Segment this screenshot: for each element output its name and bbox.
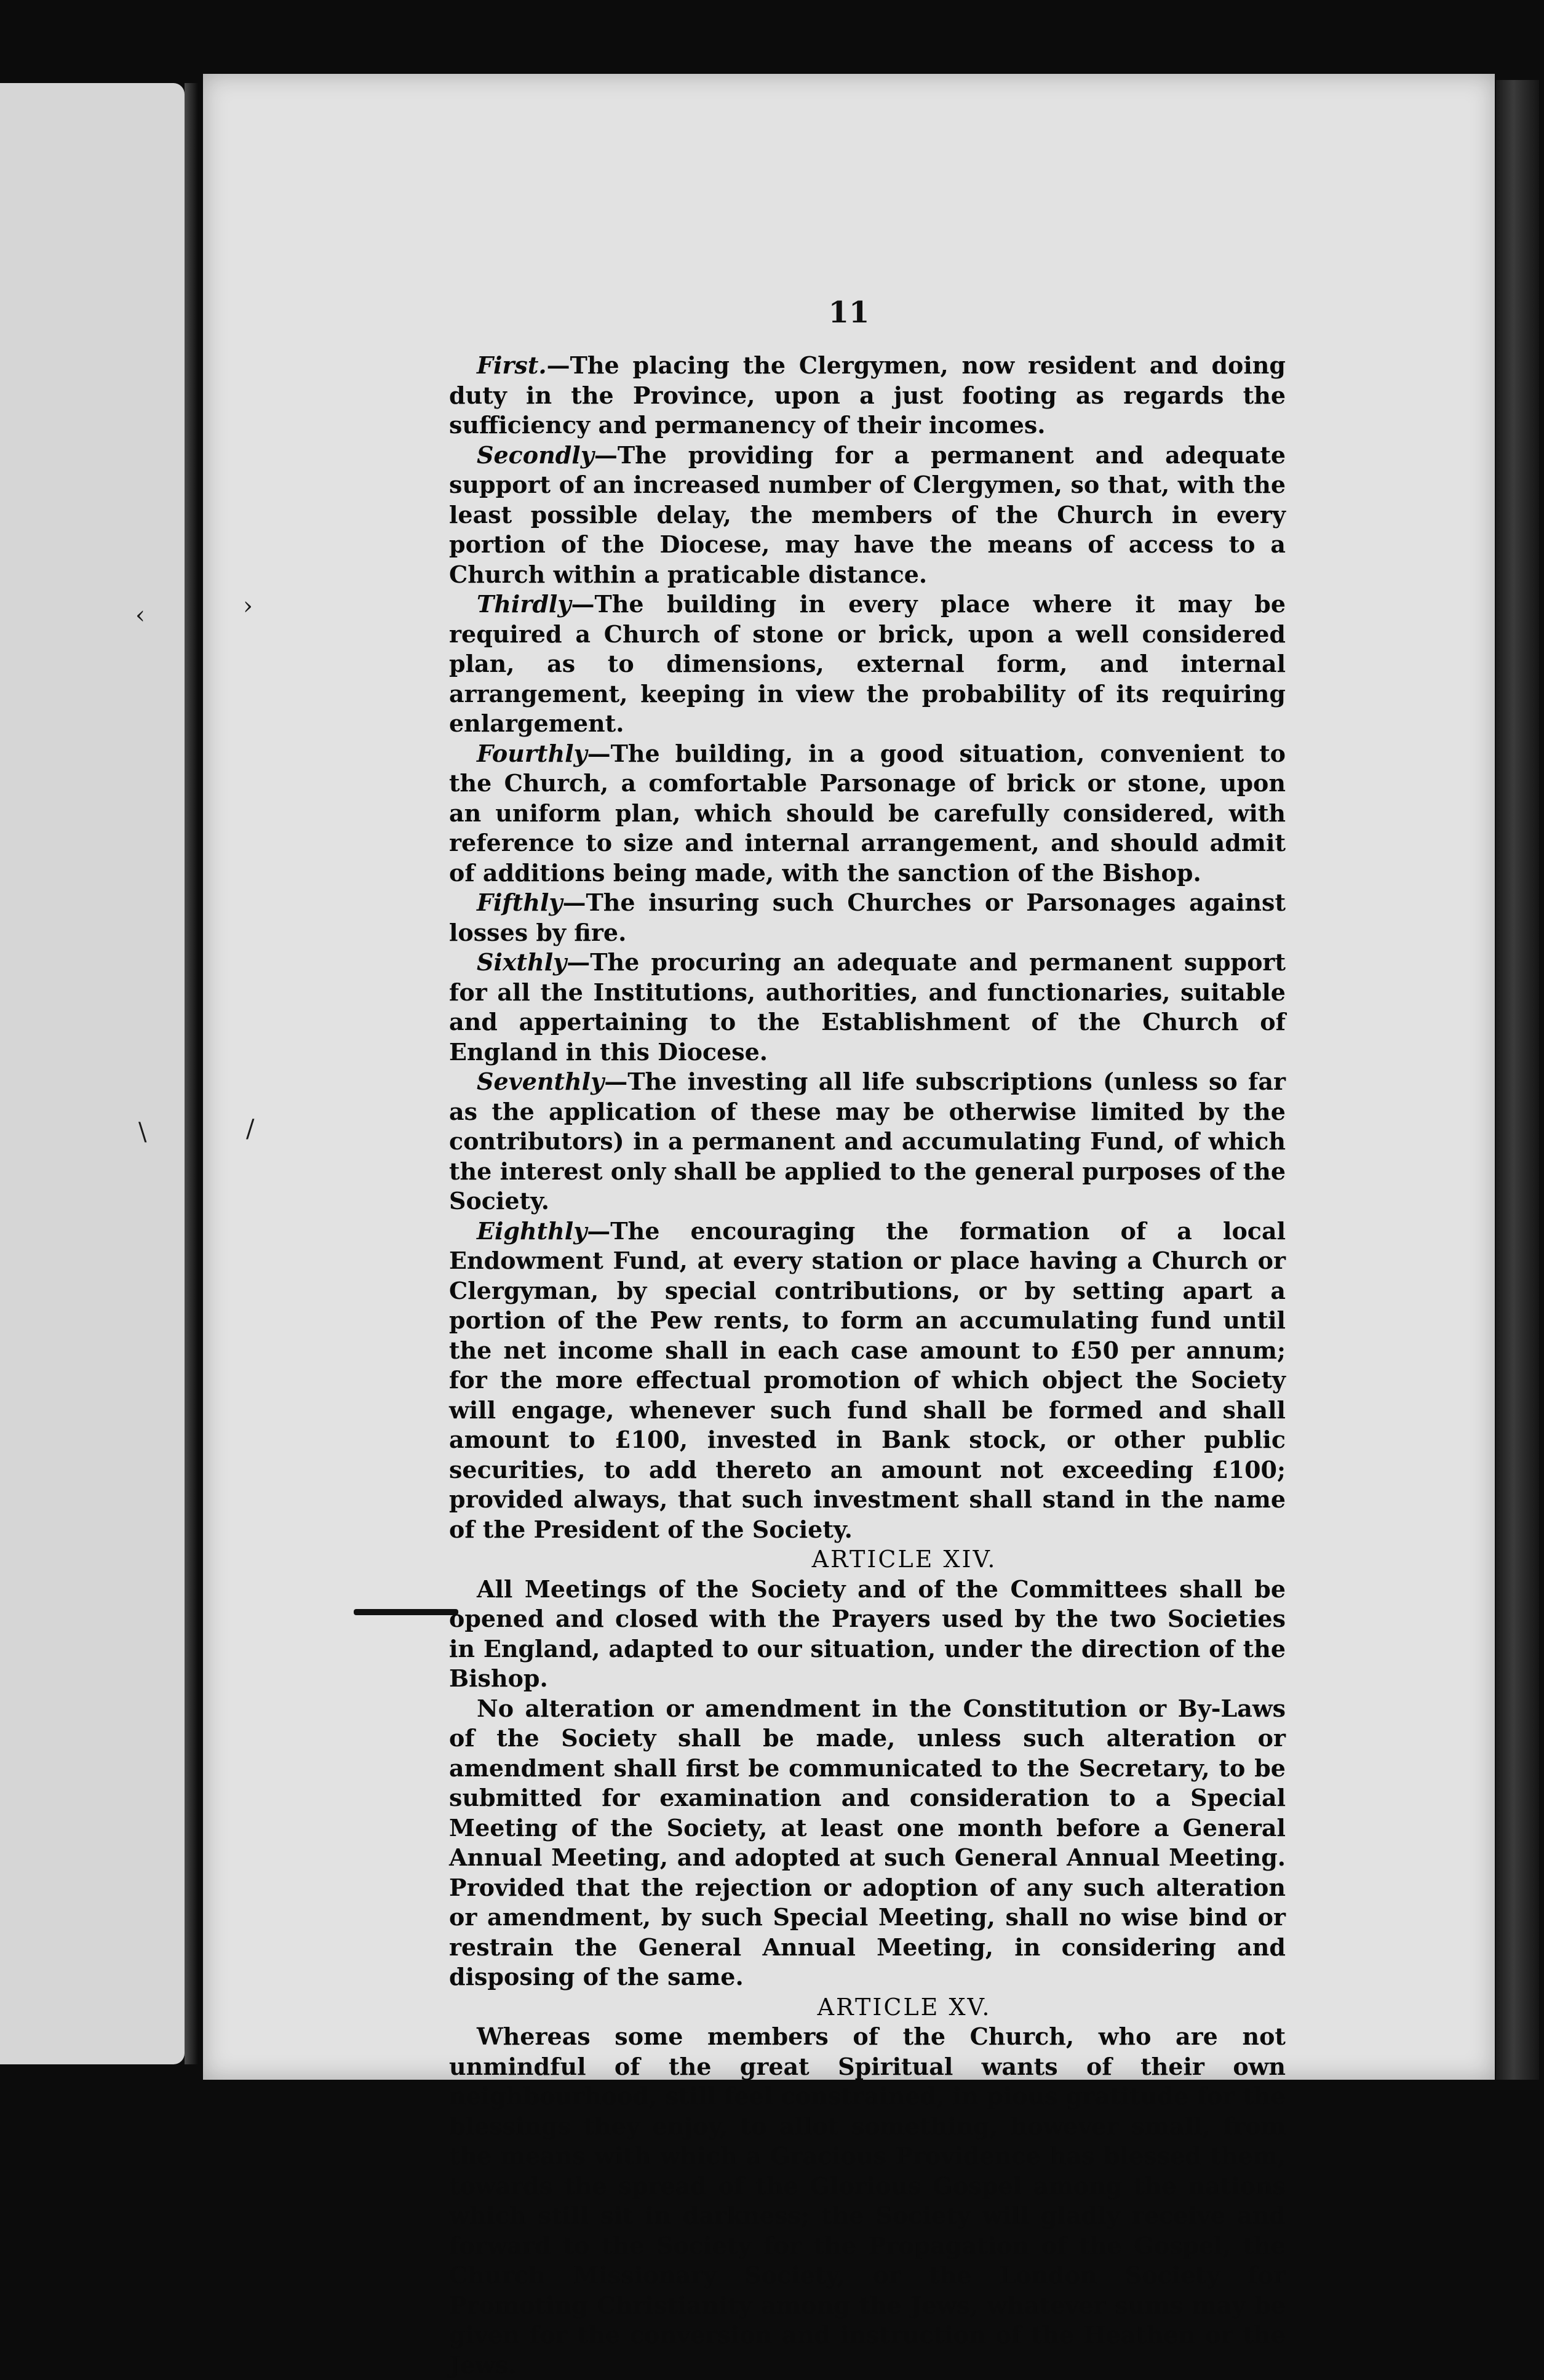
gutter-shadow xyxy=(185,83,198,2064)
margin-mark-1: ‹ xyxy=(135,601,145,629)
paragraph-text: —The building, in a good situation, convenient to the Church, a comfortable Parsonage of brick or stone, upon an uniform plan, which should be carefully considered, with reference to size and internal arrangement, and should admit of additions being made, with the sanction of the Bishop. xyxy=(449,739,1286,887)
book-page xyxy=(135,74,1495,2379)
paragraph-first xyxy=(449,351,1286,441)
document-body xyxy=(449,351,1286,2380)
book-fore-edge xyxy=(1496,80,1539,2080)
paragraph-lead: Fourthly xyxy=(477,739,587,767)
paragraph-text: —The insuring such Churches or Parsonages against losses by fire. xyxy=(449,889,1286,946)
paragraph-lead: Eighthly xyxy=(477,1216,587,1245)
paragraph-eighthly xyxy=(449,1216,1286,1545)
paragraph-secondly xyxy=(449,441,1286,590)
paragraph-lead: Sixthly xyxy=(477,948,567,976)
paragraph-text: —The providing for a permanent and adequate support of an increased number of Clergymen, so that, with the least possible delay, the members of the Church in every portion of the Diocese, may have the means of access to a Church within a praticable distance. xyxy=(449,441,1286,588)
margin-mark-4: / xyxy=(246,1115,255,1143)
paragraph-sixthly xyxy=(449,948,1286,1067)
paragraph-lead: Secondly xyxy=(477,441,594,469)
article-xiv-paragraph: All Meetings of the Society and of the Committees shall be opened and closed with the Prayers used by the two Societies in England, adapted to our situation, under the direction of the Bishop. xyxy=(449,1575,1286,1692)
margin-mark-3: \ xyxy=(138,1118,147,1146)
paragraph-lead: Thirdly xyxy=(477,590,571,618)
paragraph-text: —The building in every place where it may be required a Church of stone or brick, upon a well considered plan, as to dimensions, external form, and internal arrangement, keeping in view the probability of its requiring enlargement. xyxy=(449,590,1286,737)
paragraph-seventhly xyxy=(449,1067,1286,1216)
paragraph-text: —The procuring an adequate and permanent support for all the Institutions, authorities, and functionaries, suitable and appertaining to the Establishment of the Church of England in this Diocese. xyxy=(449,948,1286,1066)
paragraph-fifthly xyxy=(449,888,1286,948)
paragraph-text: —The investing all life subscriptions (unless so far as the application of these may be otherwise limited by the contributors) in a permanent and accumulating Fund, of which the interest only shall be applied to the general purposes of the Society. xyxy=(449,1068,1286,1215)
paragraph-lead: Seventhly xyxy=(477,1068,605,1095)
page-number: 11 xyxy=(828,295,870,330)
article-xiv-paragraph: No alteration or amendment in the Constitution or By-Laws of the Society shall be made, unless such alteration or amendment shall first be communicated to the Secretary, to be submitted for examination and consideration to a Special Meeting of the Society, at least one month before a General Annual Meeting, and adopted at such General Annual Meeting. Provided that the rejection or adoption of any such alteration or amendment, by such Special Meeting, shall no wise bind or restrain the General Annual Meeting, in considering and disposing of the same. xyxy=(449,1694,1286,1991)
margin-mark-2: › xyxy=(243,592,253,620)
paragraph-fourthly xyxy=(449,739,1286,889)
article-xv-paragraph: Whereas some members of the Church, who are not unmindful of the great Spiritual wants of their own neighbourhood, still feel constrained, in pious gratitude for the blessings they enjoy, to allot something, however small, from the means with which a Gracious Providence has blessed them, towards the spread of the Glorious Gospel among the nations which still sit in darkness; the Society will gladly receive and forward to the Society for the Propagation of the Gospel, the Church Missionary Society, or the London Society for Promoting Christianity among the Jews, whatever sums may be given for the conversion and instruction of the Heathen or the Jews. xyxy=(449,2023,1286,2379)
facing-page-edge xyxy=(0,83,185,2064)
paragraph-text: —The encouraging the formation of a local Endowment Fund, at every station or place having a Church or Clergyman, by special contributions, or by setting apart a portion of the Pew rents, to form an accumulating fund until the net income shall in each case amount to £50 per annum; for the more effectual promotion of which object the Society will engage, whenever such fund shall be formed and shall amount to £100, invested in Bank stock, or other public securities, to add thereto an amount not exceeding £100; provided always, that such investment shall stand in the name of the President of the Society. xyxy=(449,1216,1286,1543)
article-xiv-heading: ARTICLE XIV. xyxy=(811,1546,997,1573)
paragraph-lead: First. xyxy=(477,351,547,379)
paragraph-lead: Fifthly xyxy=(477,889,563,916)
paragraph-thirdly xyxy=(449,589,1286,739)
margin-rule-mark xyxy=(354,1609,458,1615)
article-xv-heading: ARTICLE XV. xyxy=(817,1993,992,2021)
paragraph-text: —The placing the Clergymen, now resident and doing duty in the Province, upon a just footing as regards the sufficiency and permanency of their incomes. xyxy=(449,351,1286,439)
